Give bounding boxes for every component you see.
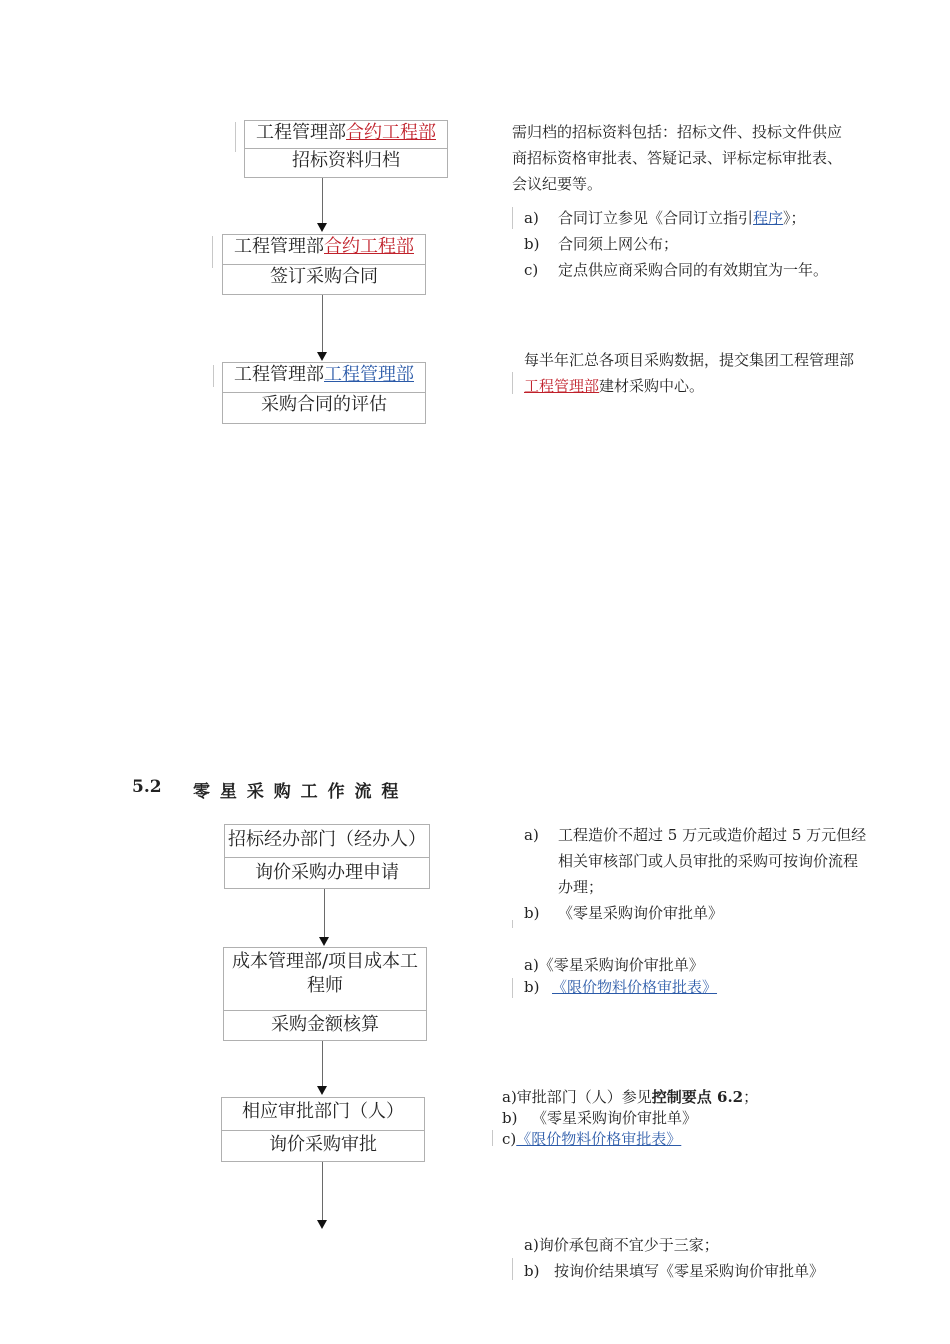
contract-item-b-label: b) [524, 235, 540, 253]
apply-item-b-label: b) [524, 904, 540, 922]
final-item-a: a)询价承包商不宜少于三家； [524, 1236, 719, 1254]
margin-mark [235, 122, 236, 152]
flow2-step1-dept-box [224, 824, 430, 858]
final-item-b [524, 1258, 869, 1284]
flow2-step1-action-box [224, 857, 430, 889]
flow2-connector-2 [322, 1041, 323, 1087]
flow2-step1-action: 询价采购办理申请 [255, 862, 399, 883]
section-number: 5.2 [132, 777, 162, 797]
apply-item-b [524, 900, 869, 926]
margin-mark [512, 920, 513, 928]
margin-mark [512, 207, 513, 229]
margin-mark [213, 365, 214, 387]
flow1-step3-dept-box [222, 362, 426, 394]
flow1-connector-2 [322, 295, 323, 353]
flow2-step2-action: 采购金额核算 [271, 1014, 379, 1035]
evaluation-text-1: 每半年汇总各项目采购数据，提交集团工程管理部 [524, 351, 855, 369]
contract-item-c-text: 定点供应商采购合同的有效期宜为一年。 [558, 261, 829, 279]
contract-item-a-tail: 》； [783, 209, 806, 227]
contract-item-c [524, 257, 869, 283]
apply-item-a [524, 822, 869, 900]
flow1-step3-action: 采购合同的评估 [261, 394, 387, 415]
flow2-step2-action-box [223, 1010, 427, 1041]
margin-mark [212, 236, 213, 268]
flow1-step2-dept-box [222, 234, 426, 266]
approve-item-a-bold: 控制要点 6.2 [651, 1088, 744, 1106]
calc-item-a: a)《零星采购询价审批单》 [524, 956, 704, 974]
flow2-arrow-2 [317, 1086, 327, 1095]
flow1-step2-action-box [222, 264, 426, 295]
margin-mark [512, 372, 513, 394]
flow1-step3-dept-link[interactable]: 工程管理部 [324, 364, 414, 385]
flow1-connector-1 [322, 178, 323, 224]
approve-item-b-label: b) [502, 1109, 518, 1127]
flow2-step1-dept: 招标经办部门（经办人） [228, 829, 426, 850]
evaluation-text-2: 建材采购中心。 [599, 377, 705, 395]
approve-item-b [502, 1108, 832, 1129]
flow2-step3-dept-box [221, 1097, 425, 1131]
flow2-connector-1 [324, 889, 325, 938]
approve-notes [502, 1087, 832, 1150]
contract-item-b-text: 合同须上网公布； [558, 235, 679, 253]
final-item-b-text: 按询价结果填写《零星采购询价审批单》 [554, 1262, 825, 1280]
approve-item-c [502, 1129, 832, 1150]
final-notes [524, 1232, 869, 1284]
flow2-arrow-3 [317, 1220, 327, 1229]
approve-item-c-link[interactable]: 《限价物料价格审批表》 [516, 1130, 682, 1148]
margin-mark [512, 978, 513, 998]
flow1-step1-dept-box [244, 120, 448, 150]
margin-mark [492, 1130, 493, 1146]
flow1-step1-dept-link[interactable]: 合约工程部 [346, 122, 436, 143]
evaluation-note [524, 347, 864, 399]
flow1-arrow-2 [317, 352, 327, 361]
contract-notes [524, 205, 869, 283]
apply-notes [524, 822, 869, 926]
flow2-arrow-1 [319, 937, 329, 946]
flow1-step2-dept-link[interactable]: 合约工程部 [324, 236, 414, 257]
flow1-step1-dept: 工程管理部 [256, 122, 346, 143]
flow1-step1-action: 招标资料归档 [292, 150, 400, 171]
flow2-step3-dept: 相应审批部门（人） [242, 1101, 404, 1122]
section-title: 零 星 采 购 工 作 流 程 [193, 782, 401, 802]
flow2-connector-3 [322, 1162, 323, 1221]
approve-item-a-tail: ； [743, 1088, 759, 1106]
flow2-step2-dept-box [223, 947, 427, 1011]
contract-item-a [524, 205, 869, 231]
contract-item-b [524, 231, 869, 257]
approve-item-c-label: c) [502, 1130, 517, 1148]
flow1-arrow-1 [317, 223, 327, 232]
approve-item-a [502, 1087, 832, 1108]
flow1-step3-dept: 工程管理部 [234, 364, 324, 385]
contract-item-a-text: 合同订立参见《合同订立指引 [558, 209, 754, 227]
contract-item-a-link[interactable]: 程序 [753, 209, 784, 227]
flow1-step2-dept: 工程管理部 [234, 236, 324, 257]
archive-note [512, 119, 852, 197]
margin-mark [512, 1258, 513, 1280]
final-item-b-label: b) [524, 1262, 540, 1280]
flow1-step2-action: 签订采购合同 [270, 266, 378, 287]
calc-item-b [524, 976, 824, 998]
flow2-step3-action-box [221, 1130, 425, 1162]
flow2-step3-action: 询价采购审批 [269, 1134, 377, 1155]
calc-notes [524, 954, 824, 998]
apply-item-b-text: 《零星采购询价审批单》 [558, 904, 724, 922]
calc-item-b-label: b) [524, 978, 540, 996]
calc-item-b-link[interactable]: 《限价物料价格审批表》 [552, 978, 718, 996]
approve-item-b-text: 《零星采购询价审批单》 [532, 1109, 698, 1127]
flow1-step3-action-box [222, 392, 426, 424]
flow1-step1-action-box [244, 148, 448, 178]
apply-item-a-label: a) [524, 826, 539, 844]
evaluation-link[interactable]: 工程管理部 [524, 377, 600, 395]
flow2-step2-dept: 成本管理部/项目成本工程师 [231, 951, 419, 996]
approve-item-a-pre: a)审批部门（人）参见 [502, 1088, 652, 1106]
contract-item-c-label: c) [524, 261, 539, 279]
contract-item-a-label: a) [524, 209, 539, 227]
apply-item-a-text: 工程造价不超过 5 万元或造价超过 5 万元但经相关审核部门或人员审批的采购可按询价流程办理； [558, 826, 867, 896]
archive-note-text: 需归档的招标资料包括：招标文件、投标文件供应商招标资格审批表、答疑记录、评标定标审批表、会议纪要等。 [512, 123, 843, 193]
